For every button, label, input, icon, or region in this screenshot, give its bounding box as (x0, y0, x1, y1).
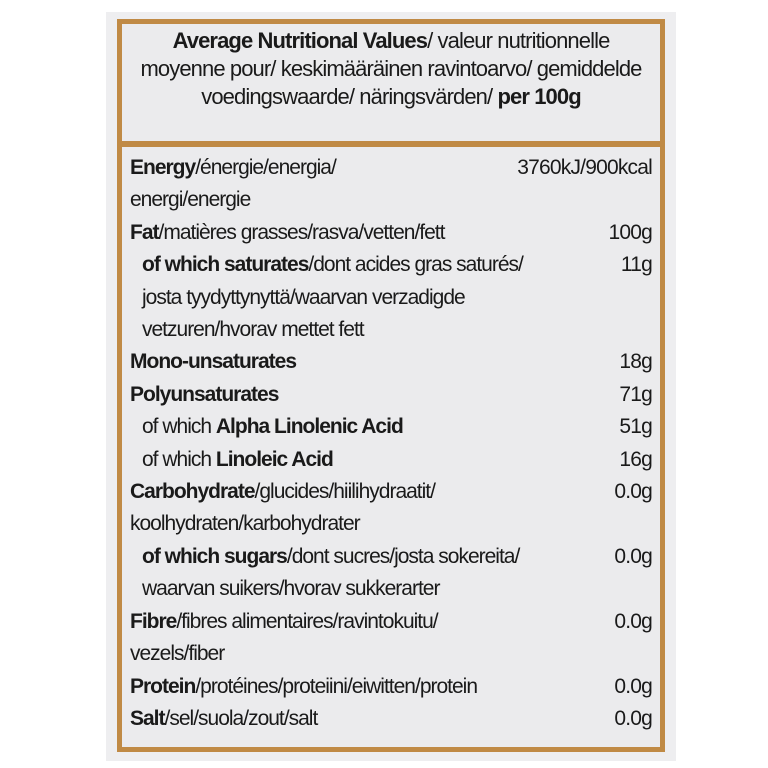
nutrient-value: 71g (619, 382, 652, 406)
nutrient-value: 51g (619, 415, 652, 439)
nutrient-name: Alpha Linolenic Acid (215, 415, 403, 439)
nutrition-table (122, 147, 660, 747)
nutrient-value: 0.0g (614, 480, 652, 504)
nutrient-name: of which sugars (142, 544, 287, 568)
prefix-text: of which (142, 415, 216, 439)
nutrient-translations-cont: waarvan suikers/hvorav sukkerarter (142, 577, 440, 601)
header-text: voedingswaarde/ näringsvärden/ (201, 84, 498, 109)
nutrient-value: 0.0g (614, 706, 652, 730)
row-polyunsaturates (130, 379, 652, 411)
row-mono-unsaturates (130, 346, 652, 378)
nutrient-translations-cont: josta tyydyttynyttä/waarvan verzadigde (142, 285, 465, 309)
row-carbohydrate (130, 476, 652, 508)
header-line-1 (122, 27, 660, 55)
per-100g: per 100g (497, 84, 581, 109)
nutrient-translations: /matières grasses/rasva/vetten/fett (158, 220, 445, 244)
row-saturates (130, 249, 652, 281)
nutrient-value: 16g (619, 447, 652, 471)
nutrition-label (106, 12, 676, 761)
row-energy (130, 152, 652, 184)
nutrient-translations-cont: vezels/fiber (130, 642, 225, 666)
nutrient-name: of which saturates (142, 253, 309, 277)
nutrient-value: 0.0g (614, 609, 652, 633)
nutrient-value: 0.0g (614, 674, 652, 698)
row-linoleic-acid (130, 444, 652, 476)
nutrient-value: 11g (620, 253, 652, 277)
row-fat (130, 217, 652, 249)
nutrition-header (122, 24, 660, 141)
nutrient-translations: /sel/suola/zout/salt (164, 706, 318, 730)
nutrient-name: Energy (130, 156, 196, 179)
nutrient-translations-cont: energi/energie (130, 188, 251, 212)
header-line-2: moyenne pour/ keskimääräinen ravintoarvo/ gemiddelde (140, 56, 642, 81)
nutrient-translations: /glucides/hiilihydraatit/ (254, 480, 435, 504)
header-line-3 (122, 83, 660, 111)
nutrient-translations: /dont sucres/josta sokereita/ (286, 544, 520, 568)
nutrient-value: 3760kJ/900kcal (517, 156, 652, 179)
nutrient-name: Fat (130, 220, 159, 244)
nutrient-translations-cont: koolhydraten/karbohydrater (130, 512, 360, 536)
nutrient-name: Carbohydrate (130, 480, 255, 504)
header-text: / valeur nutritionnelle (427, 28, 610, 53)
nutrient-translations: /dont acides gras saturés/ (308, 253, 523, 277)
nutrient-name: Linoleic Acid (215, 447, 333, 471)
nutrient-name: Mono-unsaturates (130, 350, 297, 374)
nutrient-name: Polyunsaturates (130, 382, 279, 406)
nutrient-name: Salt (130, 706, 165, 730)
row-sugars (130, 541, 652, 573)
nutrient-name: Protein (130, 674, 196, 698)
prefix-text: of which (142, 447, 216, 471)
nutrient-translations: /fibres alimentaires/ravintokuitu/ (176, 609, 438, 633)
row-fibre (130, 606, 652, 638)
header-title: Average Nutritional Values (172, 28, 428, 53)
nutrient-value: 100g (608, 220, 652, 244)
nutrient-translations: /énergie/energia/ (195, 156, 336, 179)
nutrient-translations-cont: vetzuren/hvorav mettet fett (142, 318, 364, 342)
nutrient-translations: /protéines/proteiini/eiwitten/protein (195, 674, 478, 698)
nutrient-value: 0.0g (614, 544, 652, 568)
row-protein (130, 671, 652, 703)
nutrient-value: 18g (619, 350, 652, 374)
nutrient-name: Fibre (130, 609, 177, 633)
label-frame (117, 19, 665, 752)
row-salt (130, 703, 652, 735)
row-alpha-linolenic-acid (130, 411, 652, 443)
